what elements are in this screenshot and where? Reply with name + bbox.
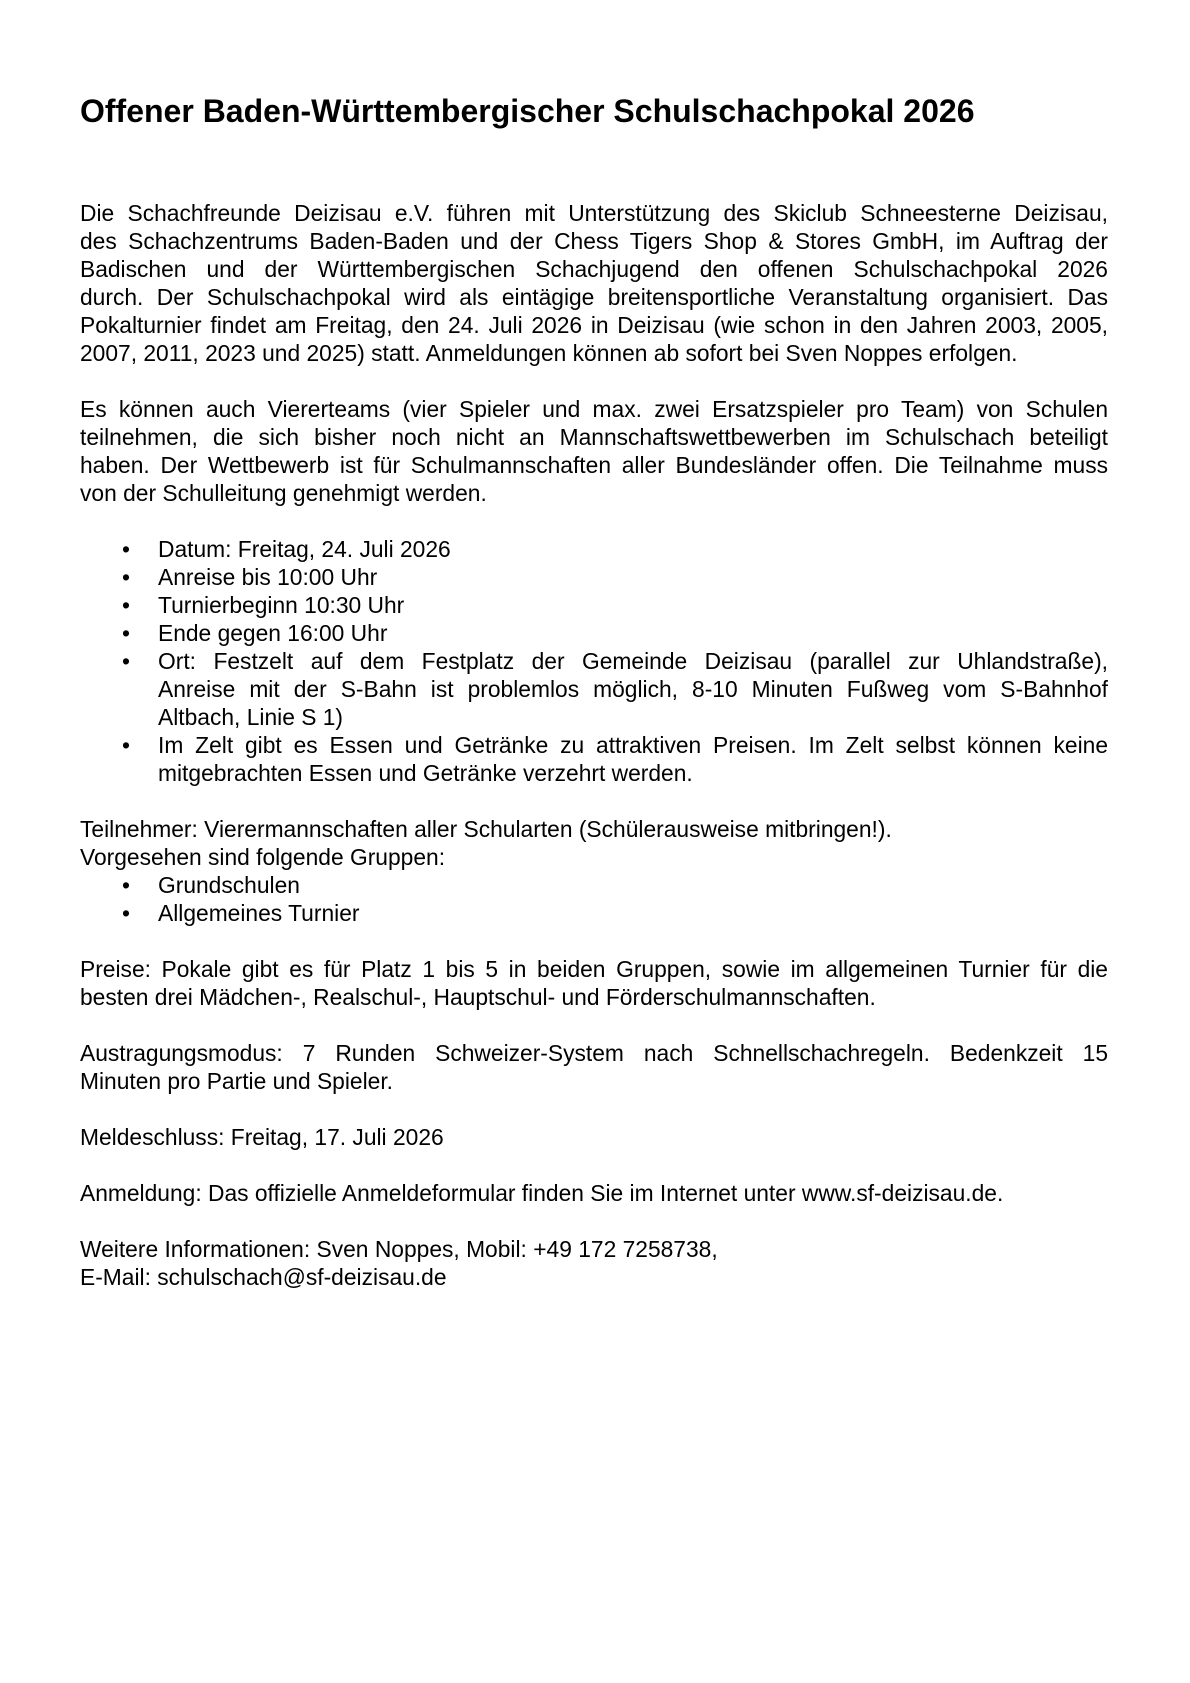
- text-line: Allgemeines Turnier: [158, 900, 360, 926]
- text-line: mitgebrachten Essen und Getränke verzehrt werden.: [158, 760, 693, 786]
- text-line: Anreise mit der S-Bahn ist problemlos möglich, 8-10 Minuten Fußweg vom S-Bahnhof: [158, 676, 1108, 702]
- event-details-list: [80, 535, 1108, 787]
- text-line: Anmeldung: Das offizielle Anmeldeformular finden Sie im Internet unter www.sf-deizisau.de.: [80, 1180, 1004, 1206]
- text-line: Pokalturnier findet am Freitag, den 24. Juli 2026 in Deizisau (wie schon in den Jahren 2003, 2005,: [80, 312, 1108, 338]
- text-line: Meldeschluss: Freitag, 17. Juli 2026: [80, 1124, 444, 1150]
- text-line: Altbach, Linie S 1): [158, 704, 344, 730]
- list-item-catering: [80, 731, 1108, 787]
- bullet-icon: •: [122, 648, 130, 674]
- document-content: [80, 91, 1108, 1291]
- text-line: Es können auch Viererteams (vier Spieler und max. zwei Ersatzspieler pro Team) von Schulen: [80, 396, 1108, 422]
- list-item-end: [80, 619, 1108, 647]
- list-item-group: [80, 899, 1108, 927]
- bullet-icon: •: [122, 900, 130, 926]
- bullet-icon: •: [122, 620, 130, 646]
- text-line: Austragungsmodus: 7 Runden Schweizer-System nach Schnellschachregeln. Bedenkzeit 15: [80, 1040, 1108, 1066]
- text-line: Grundschulen: [158, 872, 300, 898]
- text-line: Turnierbeginn 10:30 Uhr: [158, 592, 405, 618]
- registration-paragraph: [80, 1179, 1108, 1207]
- text-line: Preise: Pokale gibt es für Platz 1 bis 5 in beiden Gruppen, sowie im allgemeinen Turnier für die: [80, 956, 1108, 982]
- text-line: des Schachzentrums Baden-Baden und der Chess Tigers Shop & Stores GmbH, im Auftrag der: [80, 228, 1108, 254]
- list-item-date: [80, 535, 1108, 563]
- bullet-icon: •: [122, 592, 130, 618]
- bullet-icon: •: [122, 732, 130, 758]
- text-line: Minuten pro Partie und Spieler.: [80, 1068, 394, 1094]
- text-line: E-Mail: schulschach@sf-deizisau.de: [80, 1264, 447, 1290]
- groups-list: [80, 871, 1108, 927]
- list-item-group: [80, 871, 1108, 899]
- list-item-arrival: [80, 563, 1108, 591]
- text-line: besten drei Mädchen-, Realschul-, Hauptschul- und Förderschulmannschaften.: [80, 984, 876, 1010]
- text-line: 2007, 2011, 2023 und 2025) statt. Anmeldungen können ab sofort bei Sven Noppes erfolgen.: [80, 340, 1018, 366]
- text-line: Datum: Freitag, 24. Juli 2026: [158, 536, 451, 562]
- text-line: haben. Der Wettbewerb ist für Schulmannschaften aller Bundesländer offen. Die Teilnahme muss: [80, 452, 1108, 478]
- text-line: Die Schachfreunde Deizisau e.V. führen mit Unterstützung des Skiclub Schneesterne Deizisau,: [80, 200, 1108, 226]
- prizes-paragraph: [80, 955, 1108, 1011]
- contact-paragraph: [80, 1235, 1108, 1291]
- participants-paragraph: [80, 815, 1108, 871]
- text-line: Weitere Informationen: Sven Noppes, Mobil: +49 172 7258738,: [80, 1236, 718, 1262]
- eligibility-paragraph: [80, 395, 1108, 507]
- text-line: Ort: Festzelt auf dem Festplatz der Gemeinde Deizisau (parallel zur Uhlandstraße),: [158, 648, 1108, 674]
- text-line: Vorgesehen sind folgende Gruppen:: [80, 844, 446, 870]
- text-line: von der Schulleitung genehmigt werden.: [80, 480, 487, 506]
- deadline-paragraph: [80, 1123, 1108, 1151]
- text-line: durch. Der Schulschachpokal wird als eintägige breitensportliche Veranstaltung organisiert. Das: [80, 284, 1108, 310]
- intro-paragraph: [80, 199, 1108, 367]
- text-line: Anreise bis 10:00 Uhr: [158, 564, 378, 590]
- text-line: Teilnehmer: Vierermannschaften aller Schularten (Schülerausweise mitbringen!).: [80, 816, 892, 842]
- list-item-start: [80, 591, 1108, 619]
- bullet-icon: •: [122, 564, 130, 590]
- text-line: Im Zelt gibt es Essen und Getränke zu attraktiven Preisen. Im Zelt selbst können keine: [158, 732, 1108, 758]
- text-line: Ende gegen 16:00 Uhr: [158, 620, 388, 646]
- text-line: Badischen und der Württembergischen Schachjugend den offenen Schulschachpokal 2026: [80, 256, 1108, 282]
- text-line: teilnehmen, die sich bisher noch nicht an Mannschaftswettbewerben im Schulschach beteiligt: [80, 424, 1108, 450]
- document-title: Offener Baden-Württembergischer Schulschachpokal 2026: [80, 93, 975, 129]
- bullet-icon: •: [122, 536, 130, 562]
- format-paragraph: [80, 1039, 1108, 1095]
- bullet-icon: •: [122, 872, 130, 898]
- list-item-location: [80, 647, 1108, 731]
